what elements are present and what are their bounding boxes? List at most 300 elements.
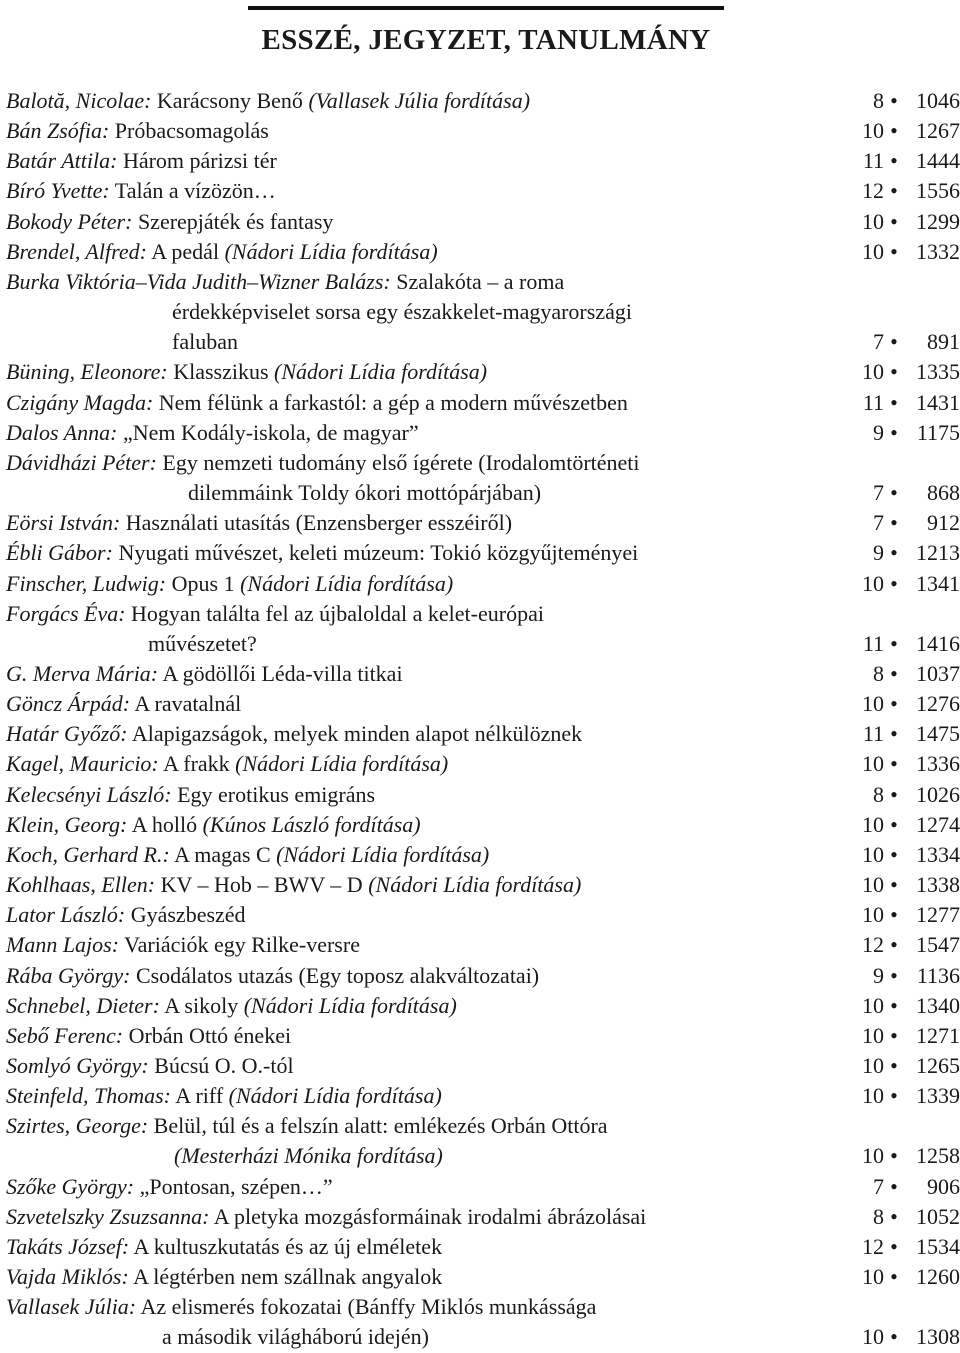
entry-text	[6, 1021, 844, 1051]
issue-page-reference	[844, 1172, 960, 1202]
entry-text	[6, 1202, 844, 1232]
entry-title: Orbán Ottó énekei	[128, 1022, 292, 1048]
index-entry	[6, 267, 960, 357]
index-entry	[6, 237, 960, 267]
index-entry	[6, 780, 960, 810]
issue-number: 10	[862, 992, 884, 1018]
index-entry	[6, 900, 960, 930]
page-number: 1475	[916, 721, 960, 747]
entry-author: Szőke György:	[6, 1173, 135, 1199]
entry-title: Alapigazságok, melyek minden alapot nélkülöznek	[131, 721, 583, 747]
entry-first-line	[6, 1083, 442, 1108]
entry-author: Kelecsényi László:	[6, 781, 172, 807]
issue-number: 10	[862, 841, 884, 867]
entry-first-line	[6, 1204, 646, 1229]
entry-text	[6, 780, 844, 810]
entry-author: Czigány Magda:	[6, 389, 154, 415]
entry-first-line	[6, 510, 512, 535]
issue-page-reference	[844, 1322, 960, 1352]
entry-author: Bán Zsófia:	[6, 118, 110, 144]
entry-first-line	[6, 661, 403, 686]
issue-number: 7	[873, 329, 884, 355]
entry-text	[6, 870, 844, 900]
entry-text	[6, 1292, 844, 1352]
page-number: 1037	[916, 660, 960, 686]
page-number: 1277	[916, 902, 960, 928]
issue-number: 8	[873, 781, 884, 807]
issue-number: 9	[873, 962, 884, 988]
entry-first-line	[6, 842, 489, 867]
entry-author: Steinfeld, Thomas:	[6, 1083, 171, 1109]
translator-note: (Nádori Lídia fordítása)	[368, 872, 582, 898]
entry-title: Opus 1	[171, 570, 241, 596]
entry-first-line	[6, 963, 539, 988]
page-number: 1026	[916, 781, 960, 807]
page-number: 1431	[916, 389, 960, 415]
index-entry	[6, 1051, 960, 1081]
entry-title: A sikoly	[164, 992, 244, 1018]
index-entry	[6, 599, 960, 659]
issue-number: 9	[873, 419, 884, 445]
entry-author: Göncz Árpád:	[6, 691, 131, 717]
bullet-separator: •	[890, 751, 898, 777]
issue-page-reference	[844, 86, 960, 116]
entry-first-line	[6, 872, 581, 897]
entry-title: Egy erotikus emigráns	[177, 781, 376, 807]
entry-title: A légtérben nem szállnak angyalok	[133, 1264, 443, 1290]
entry-first-line	[6, 782, 375, 807]
issue-page-reference	[844, 207, 960, 237]
entry-text	[6, 146, 844, 176]
entry-text	[6, 659, 844, 689]
entry-text	[6, 810, 844, 840]
bullet-separator: •	[890, 178, 898, 204]
page-number: 1299	[916, 208, 960, 234]
entry-title: A riff	[175, 1083, 229, 1109]
entry-first-line	[6, 601, 544, 626]
issue-page-reference	[844, 327, 960, 357]
entry-first-line	[6, 1053, 294, 1078]
issue-number: 10	[862, 1083, 884, 1109]
issue-number: 7	[873, 480, 884, 506]
index-entry	[6, 689, 960, 719]
index-entry	[6, 1172, 960, 1202]
entry-text	[6, 840, 844, 870]
entry-text	[6, 116, 844, 146]
bullet-separator: •	[890, 1022, 898, 1048]
bullet-separator: •	[890, 962, 898, 988]
issue-page-reference	[844, 840, 960, 870]
entry-first-line	[6, 1023, 291, 1048]
index-entry	[6, 1021, 960, 1051]
issue-number: 10	[862, 691, 884, 717]
bullet-separator: •	[890, 208, 898, 234]
issue-page-reference	[844, 930, 960, 960]
page-number: 912	[927, 510, 960, 536]
index-entry	[6, 569, 960, 599]
page-number: 1046	[916, 88, 960, 113]
entry-text	[6, 508, 844, 538]
entry-title: A gödöllői Léda-villa titkai	[162, 660, 403, 686]
entry-title: Gyászbeszéd	[130, 902, 246, 928]
issue-number: 8	[873, 660, 884, 686]
issue-page-reference	[844, 629, 960, 659]
page-number: 1052	[916, 1203, 960, 1229]
bullet-separator: •	[890, 148, 898, 174]
entry-author: Mann Lajos:	[6, 932, 120, 958]
entry-first-line	[6, 540, 638, 565]
entry-title: „Nem Kodály-iskola, de magyar”	[122, 419, 419, 445]
page-number: 891	[927, 329, 960, 355]
entry-first-line	[6, 812, 421, 837]
page-number: 1213	[916, 540, 960, 566]
entry-text	[6, 1111, 844, 1171]
entry-author: Dávidházi Péter:	[6, 449, 157, 475]
issue-number: 12	[862, 178, 884, 204]
entry-text	[6, 689, 844, 719]
issue-page-reference	[844, 357, 960, 387]
entry-continuation-line	[6, 297, 844, 327]
entry-continuation-line	[6, 629, 844, 659]
entry-title: dilemmáink Toldy ókori mottópárjában)	[188, 480, 542, 506]
entry-title: Szalakóta – a roma	[396, 268, 565, 294]
top-rule	[248, 6, 724, 10]
translator-note: (Nádori Lídia fordítása)	[276, 841, 490, 867]
index-entry	[6, 388, 960, 418]
bullet-separator: •	[890, 1143, 898, 1169]
issue-number: 12	[862, 1233, 884, 1259]
issue-number: 10	[862, 208, 884, 234]
issue-number: 10	[862, 1264, 884, 1290]
entry-text	[6, 961, 844, 991]
entry-continuation-line	[6, 1141, 844, 1171]
issue-number: 10	[862, 1324, 884, 1350]
entry-title: Csodálatos utazás (Egy toposz alakváltozatai)	[135, 962, 540, 988]
page-number: 1556	[916, 178, 960, 204]
issue-number: 9	[873, 540, 884, 566]
bullet-separator: •	[890, 1053, 898, 1078]
entry-text	[6, 930, 844, 960]
entry-text	[6, 418, 844, 448]
entry-title: faluban	[172, 329, 238, 355]
entry-first-line	[6, 420, 419, 445]
entry-first-line	[6, 88, 530, 113]
entry-first-line	[6, 1294, 596, 1319]
page-number: 1267	[916, 118, 960, 144]
issue-page-reference	[844, 1081, 960, 1111]
issue-page-reference	[844, 1021, 960, 1051]
page-number: 1260	[916, 1264, 960, 1290]
bullet-separator: •	[890, 872, 898, 898]
entry-author: Kagel, Mauricio:	[6, 751, 159, 777]
entry-first-line	[6, 691, 241, 716]
page-number: 1339	[916, 1083, 960, 1109]
entry-author: Forgács Éva:	[6, 600, 126, 626]
issue-page-reference	[844, 1141, 960, 1171]
issue-number: 12	[862, 932, 884, 958]
entry-author: Lator László:	[6, 902, 126, 928]
translator-note: (Nádori Lídia fordítása)	[240, 570, 454, 596]
issue-number: 11	[862, 721, 884, 747]
issue-number: 8	[873, 88, 884, 113]
issue-number: 10	[862, 570, 884, 596]
index-entry	[6, 840, 960, 870]
bullet-separator: •	[890, 932, 898, 958]
issue-page-reference	[844, 961, 960, 991]
entry-author: Somlyó György:	[6, 1053, 149, 1078]
bullet-separator: •	[890, 359, 898, 385]
entry-first-line	[6, 390, 628, 415]
index-entry	[6, 810, 960, 840]
entry-first-line	[6, 359, 487, 384]
issue-page-reference	[844, 418, 960, 448]
entry-author: Vallasek Júlia:	[6, 1294, 137, 1320]
entry-title: Egy nemzeti tudomány első ígérete (Irodalomtörténeti	[162, 449, 640, 475]
entry-title: Variációk egy Rilke-versre	[124, 932, 360, 958]
entry-text	[6, 900, 844, 930]
entry-text	[6, 1081, 844, 1111]
page-number: 1136	[916, 962, 960, 988]
entry-text	[6, 357, 844, 387]
entry-author: Burka Viktória–Vida Judith–Wizner Balázs:	[6, 268, 391, 294]
entry-author: Brendel, Alfred:	[6, 238, 147, 264]
bullet-separator: •	[890, 660, 898, 686]
entry-author: Vajda Miklós:	[6, 1264, 129, 1290]
bullet-separator: •	[890, 992, 898, 1018]
bullet-separator: •	[890, 238, 898, 264]
page-number: 1308	[916, 1324, 960, 1350]
entry-first-line	[6, 209, 333, 234]
entry-first-line	[6, 751, 448, 776]
entry-title: Nem félünk a farkastól: a gép a modern művészetben	[158, 389, 628, 415]
bullet-separator: •	[890, 811, 898, 837]
entry-title: A holló	[131, 811, 203, 837]
index-entry	[6, 930, 960, 960]
bullet-separator: •	[890, 1264, 898, 1290]
page-number: 1175	[916, 419, 960, 445]
bullet-separator: •	[890, 570, 898, 596]
bullet-separator: •	[890, 691, 898, 717]
index-entry	[6, 1232, 960, 1262]
issue-page-reference	[844, 1262, 960, 1292]
page-number: 1258	[916, 1143, 960, 1169]
bullet-separator: •	[890, 329, 898, 355]
bullet-separator: •	[890, 1173, 898, 1199]
bullet-separator: •	[890, 540, 898, 566]
entry-author: Takáts József:	[6, 1233, 130, 1259]
entry-first-line	[6, 932, 360, 957]
entry-text	[6, 749, 844, 779]
index-entry	[6, 1081, 960, 1111]
entry-continuation-line	[6, 1322, 844, 1352]
entry-first-line	[6, 1113, 608, 1138]
bullet-separator: •	[890, 88, 898, 113]
page-number: 1332	[916, 238, 960, 264]
bullet-separator: •	[890, 510, 898, 536]
page-number: 1338	[916, 872, 960, 898]
index-entry	[6, 1262, 960, 1292]
issue-number: 11	[862, 630, 884, 656]
entry-text	[6, 237, 844, 267]
entry-title: Nyugati művészet, keleti múzeum: Tokió közgyűjteményei	[118, 540, 639, 566]
entry-author: Klein, Georg:	[6, 811, 128, 837]
index-entry	[6, 1292, 960, 1352]
issue-number: 7	[873, 510, 884, 536]
issue-page-reference	[844, 780, 960, 810]
entry-text	[6, 991, 844, 1021]
entry-list	[6, 86, 960, 1353]
index-entry	[6, 207, 960, 237]
issue-page-reference	[844, 116, 960, 146]
entry-first-line	[6, 1264, 442, 1289]
entry-author: Kohlhaas, Ellen:	[6, 872, 156, 898]
page-number: 1334	[916, 841, 960, 867]
issue-number: 10	[862, 872, 884, 898]
bullet-separator: •	[890, 902, 898, 928]
bullet-separator: •	[890, 1233, 898, 1259]
index-entry	[6, 86, 960, 116]
index-entry	[6, 749, 960, 779]
issue-number: 10	[862, 238, 884, 264]
entry-first-line	[6, 450, 640, 475]
entry-first-line	[6, 1174, 333, 1199]
entry-text	[6, 448, 844, 508]
entry-title: Klasszikus	[173, 359, 275, 385]
translator-note: (Nádori Lídia fordítása)	[243, 992, 457, 1018]
issue-page-reference	[844, 388, 960, 418]
entry-first-line	[6, 571, 453, 596]
entry-author: Eörsi István:	[6, 510, 121, 536]
index-entry	[6, 116, 960, 146]
entry-first-line	[6, 902, 246, 927]
entry-text	[6, 267, 844, 357]
index-entry	[6, 448, 960, 508]
bullet-separator: •	[890, 1203, 898, 1229]
issue-page-reference	[844, 689, 960, 719]
entry-text	[6, 388, 844, 418]
entry-author: Bokody Péter:	[6, 208, 133, 234]
bullet-separator: •	[890, 721, 898, 747]
entry-title: Belül, túl és a felszín alatt: emlékezés Orbán Ottóra	[153, 1113, 608, 1139]
bullet-separator: •	[890, 419, 898, 445]
issue-number: 10	[862, 1143, 884, 1169]
entry-author: G. Merva Mária:	[6, 660, 159, 686]
entry-title: Hogyan találta fel az újbaloldal a kelet-európai	[131, 600, 544, 626]
index-entry	[6, 1202, 960, 1232]
page-number: 1534	[916, 1233, 960, 1259]
section-title: ESSZÉ, JEGYZET, TANULMÁNY	[261, 24, 711, 56]
index-entry	[6, 538, 960, 568]
issue-page-reference	[844, 719, 960, 749]
entry-title: A magas C	[174, 841, 277, 867]
entry-author: Finscher, Ludwig:	[6, 570, 167, 596]
issue-page-reference	[844, 991, 960, 1021]
entry-text	[6, 599, 844, 659]
translator-note: (Nádori Lídia fordítása)	[228, 1083, 442, 1109]
entry-author: Batár Attila:	[6, 148, 118, 174]
entry-title: Szerepjáték és fantasy	[137, 208, 334, 234]
issue-number: 8	[873, 1203, 884, 1229]
issue-page-reference	[844, 810, 960, 840]
issue-page-reference	[844, 146, 960, 176]
page-number: 1276	[916, 691, 960, 717]
entry-title: Búcsú O. O.-tól	[154, 1053, 294, 1078]
entry-continuation-line	[6, 478, 844, 508]
issue-page-reference	[844, 569, 960, 599]
entry-title: Három párizsi tér	[122, 148, 277, 174]
entry-text	[6, 176, 844, 206]
bullet-separator: •	[890, 781, 898, 807]
index-entry	[6, 870, 960, 900]
entry-title: A ravatalnál	[134, 691, 242, 717]
bullet-separator: •	[890, 389, 898, 415]
entry-first-line	[6, 1234, 442, 1259]
page-number: 1265	[916, 1053, 960, 1078]
bullet-separator: •	[890, 1083, 898, 1109]
translator-note: (Vallasek Júlia fordítása)	[308, 88, 531, 113]
issue-page-reference	[844, 870, 960, 900]
issue-number: 10	[862, 811, 884, 837]
bullet-separator: •	[890, 480, 898, 506]
issue-page-reference	[844, 1202, 960, 1232]
index-entry	[6, 176, 960, 206]
issue-page-reference	[844, 1051, 960, 1081]
translator-note: (Nádori Lídia fordítása)	[235, 751, 449, 777]
page-number: 1336	[916, 751, 960, 777]
page-number: 868	[927, 480, 960, 506]
index-entry	[6, 659, 960, 689]
entry-title: Az elismerés fokozatai (Bánffy Miklós munkássága	[140, 1294, 597, 1320]
entry-title: a második világháború idején)	[162, 1324, 429, 1350]
entry-author: Szirtes, George:	[6, 1113, 149, 1139]
entry-author: Koch, Gerhard R.:	[6, 841, 170, 867]
entry-first-line	[6, 993, 457, 1018]
issue-page-reference	[844, 749, 960, 779]
issue-number: 10	[862, 1022, 884, 1048]
issue-number: 11	[862, 148, 884, 174]
translator-note: (Kúnos László fordítása)	[202, 811, 421, 837]
index-entry	[6, 146, 960, 176]
page-number: 1444	[916, 148, 960, 174]
index-entry	[6, 991, 960, 1021]
entry-text	[6, 1051, 844, 1081]
bullet-separator: •	[890, 841, 898, 867]
entry-text	[6, 538, 844, 568]
page-number: 1274	[916, 811, 960, 837]
entry-title: művészetet?	[148, 630, 257, 656]
entry-first-line	[6, 118, 269, 143]
page-number: 1335	[916, 359, 960, 385]
entry-author: Ébli Gábor:	[6, 540, 113, 566]
entry-author: Balotă, Nicolae:	[6, 88, 152, 113]
index-entry	[6, 508, 960, 538]
page-number: 906	[927, 1173, 960, 1199]
entry-title: A frakk	[163, 751, 236, 777]
entry-author: Határ Győző:	[6, 721, 128, 747]
page-number: 1341	[916, 570, 960, 596]
entry-text	[6, 569, 844, 599]
translator-note: (Nádori Lídia fordítása)	[274, 359, 488, 385]
entry-title: Karácsony Benő	[156, 88, 309, 113]
entry-first-line	[6, 721, 582, 746]
entry-author: Rába György:	[6, 962, 131, 988]
entry-title: Talán a vízözön…	[114, 178, 276, 204]
page-number: 1271	[916, 1022, 960, 1048]
page-number: 1547	[916, 932, 960, 958]
issue-number: 10	[862, 359, 884, 385]
entry-text	[6, 1262, 844, 1292]
entry-title: A pedál	[151, 238, 225, 264]
